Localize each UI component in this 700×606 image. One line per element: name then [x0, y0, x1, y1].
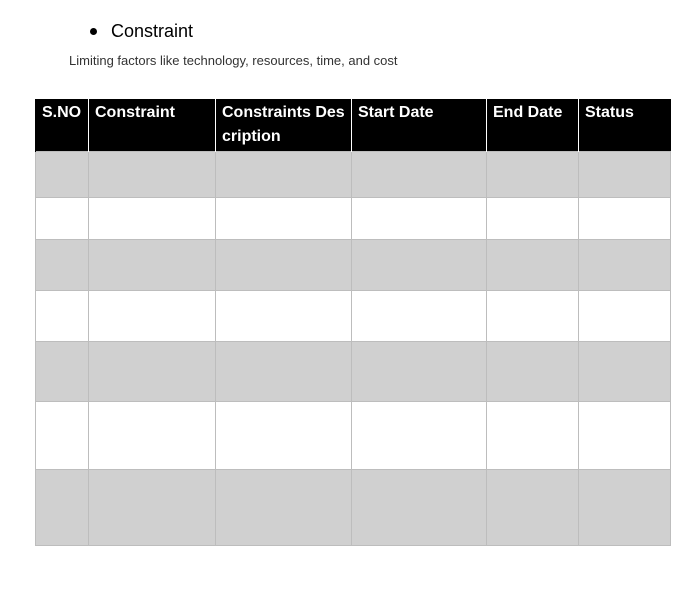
table-cell[interactable] — [89, 470, 216, 546]
table-cell[interactable] — [487, 470, 579, 546]
table-cell[interactable] — [89, 402, 216, 470]
table-cell[interactable] — [216, 402, 352, 470]
table-cell[interactable] — [352, 152, 487, 198]
table-cell[interactable] — [36, 291, 89, 342]
table-cell[interactable] — [352, 198, 487, 240]
table-header-row — [36, 99, 671, 152]
table-cell[interactable] — [579, 470, 671, 546]
table-cell[interactable] — [216, 470, 352, 546]
table-row — [36, 470, 671, 546]
table-cell[interactable] — [216, 152, 352, 198]
table-cell[interactable] — [216, 240, 352, 291]
table-cell[interactable] — [579, 342, 671, 402]
table-cell[interactable] — [487, 402, 579, 470]
table-cell[interactable] — [89, 152, 216, 198]
table-cell[interactable] — [89, 342, 216, 402]
table-cell[interactable] — [89, 198, 216, 240]
table-cell[interactable] — [579, 198, 671, 240]
table-cell[interactable] — [579, 402, 671, 470]
table-cell[interactable] — [579, 240, 671, 291]
table-cell[interactable] — [36, 152, 89, 198]
header-start-date: Start Date — [352, 99, 487, 152]
table-cell[interactable] — [352, 470, 487, 546]
table-cell[interactable] — [487, 342, 579, 402]
table-cell[interactable] — [89, 291, 216, 342]
table-cell[interactable] — [36, 402, 89, 470]
table-row — [36, 342, 671, 402]
header-status: Status — [579, 99, 671, 152]
table-cell[interactable] — [36, 198, 89, 240]
table-cell[interactable] — [352, 240, 487, 291]
header-end-date: End Date — [487, 99, 579, 152]
table-row — [36, 198, 671, 240]
bullet-item — [90, 18, 193, 44]
table-row — [36, 291, 671, 342]
table-cell[interactable] — [216, 342, 352, 402]
table-row — [36, 152, 671, 198]
subtitle: Limiting factors like technology, resources, time, and cost — [69, 53, 398, 68]
table-row — [36, 402, 671, 470]
table-cell[interactable] — [352, 402, 487, 470]
table-cell[interactable] — [36, 240, 89, 291]
table-cell[interactable] — [579, 152, 671, 198]
table-cell[interactable] — [216, 291, 352, 342]
table-cell[interactable] — [487, 152, 579, 198]
bullet-dot-icon — [90, 28, 97, 35]
table-cell[interactable] — [36, 342, 89, 402]
header-constraints-description: Constraints Description — [216, 99, 352, 152]
table-row — [36, 240, 671, 291]
constraints-table — [35, 99, 671, 546]
table-cell[interactable] — [352, 291, 487, 342]
table-cell[interactable] — [216, 198, 352, 240]
header-constraint: Constraint — [89, 99, 216, 152]
table-cell[interactable] — [352, 342, 487, 402]
table-cell[interactable] — [579, 291, 671, 342]
table-cell[interactable] — [487, 291, 579, 342]
table-cell[interactable] — [487, 240, 579, 291]
bullet-text: Constraint — [111, 20, 194, 41]
table-cell[interactable] — [36, 470, 89, 546]
header-sno: S.NO — [36, 99, 89, 152]
table-cell[interactable] — [487, 198, 579, 240]
table-cell[interactable] — [89, 240, 216, 291]
